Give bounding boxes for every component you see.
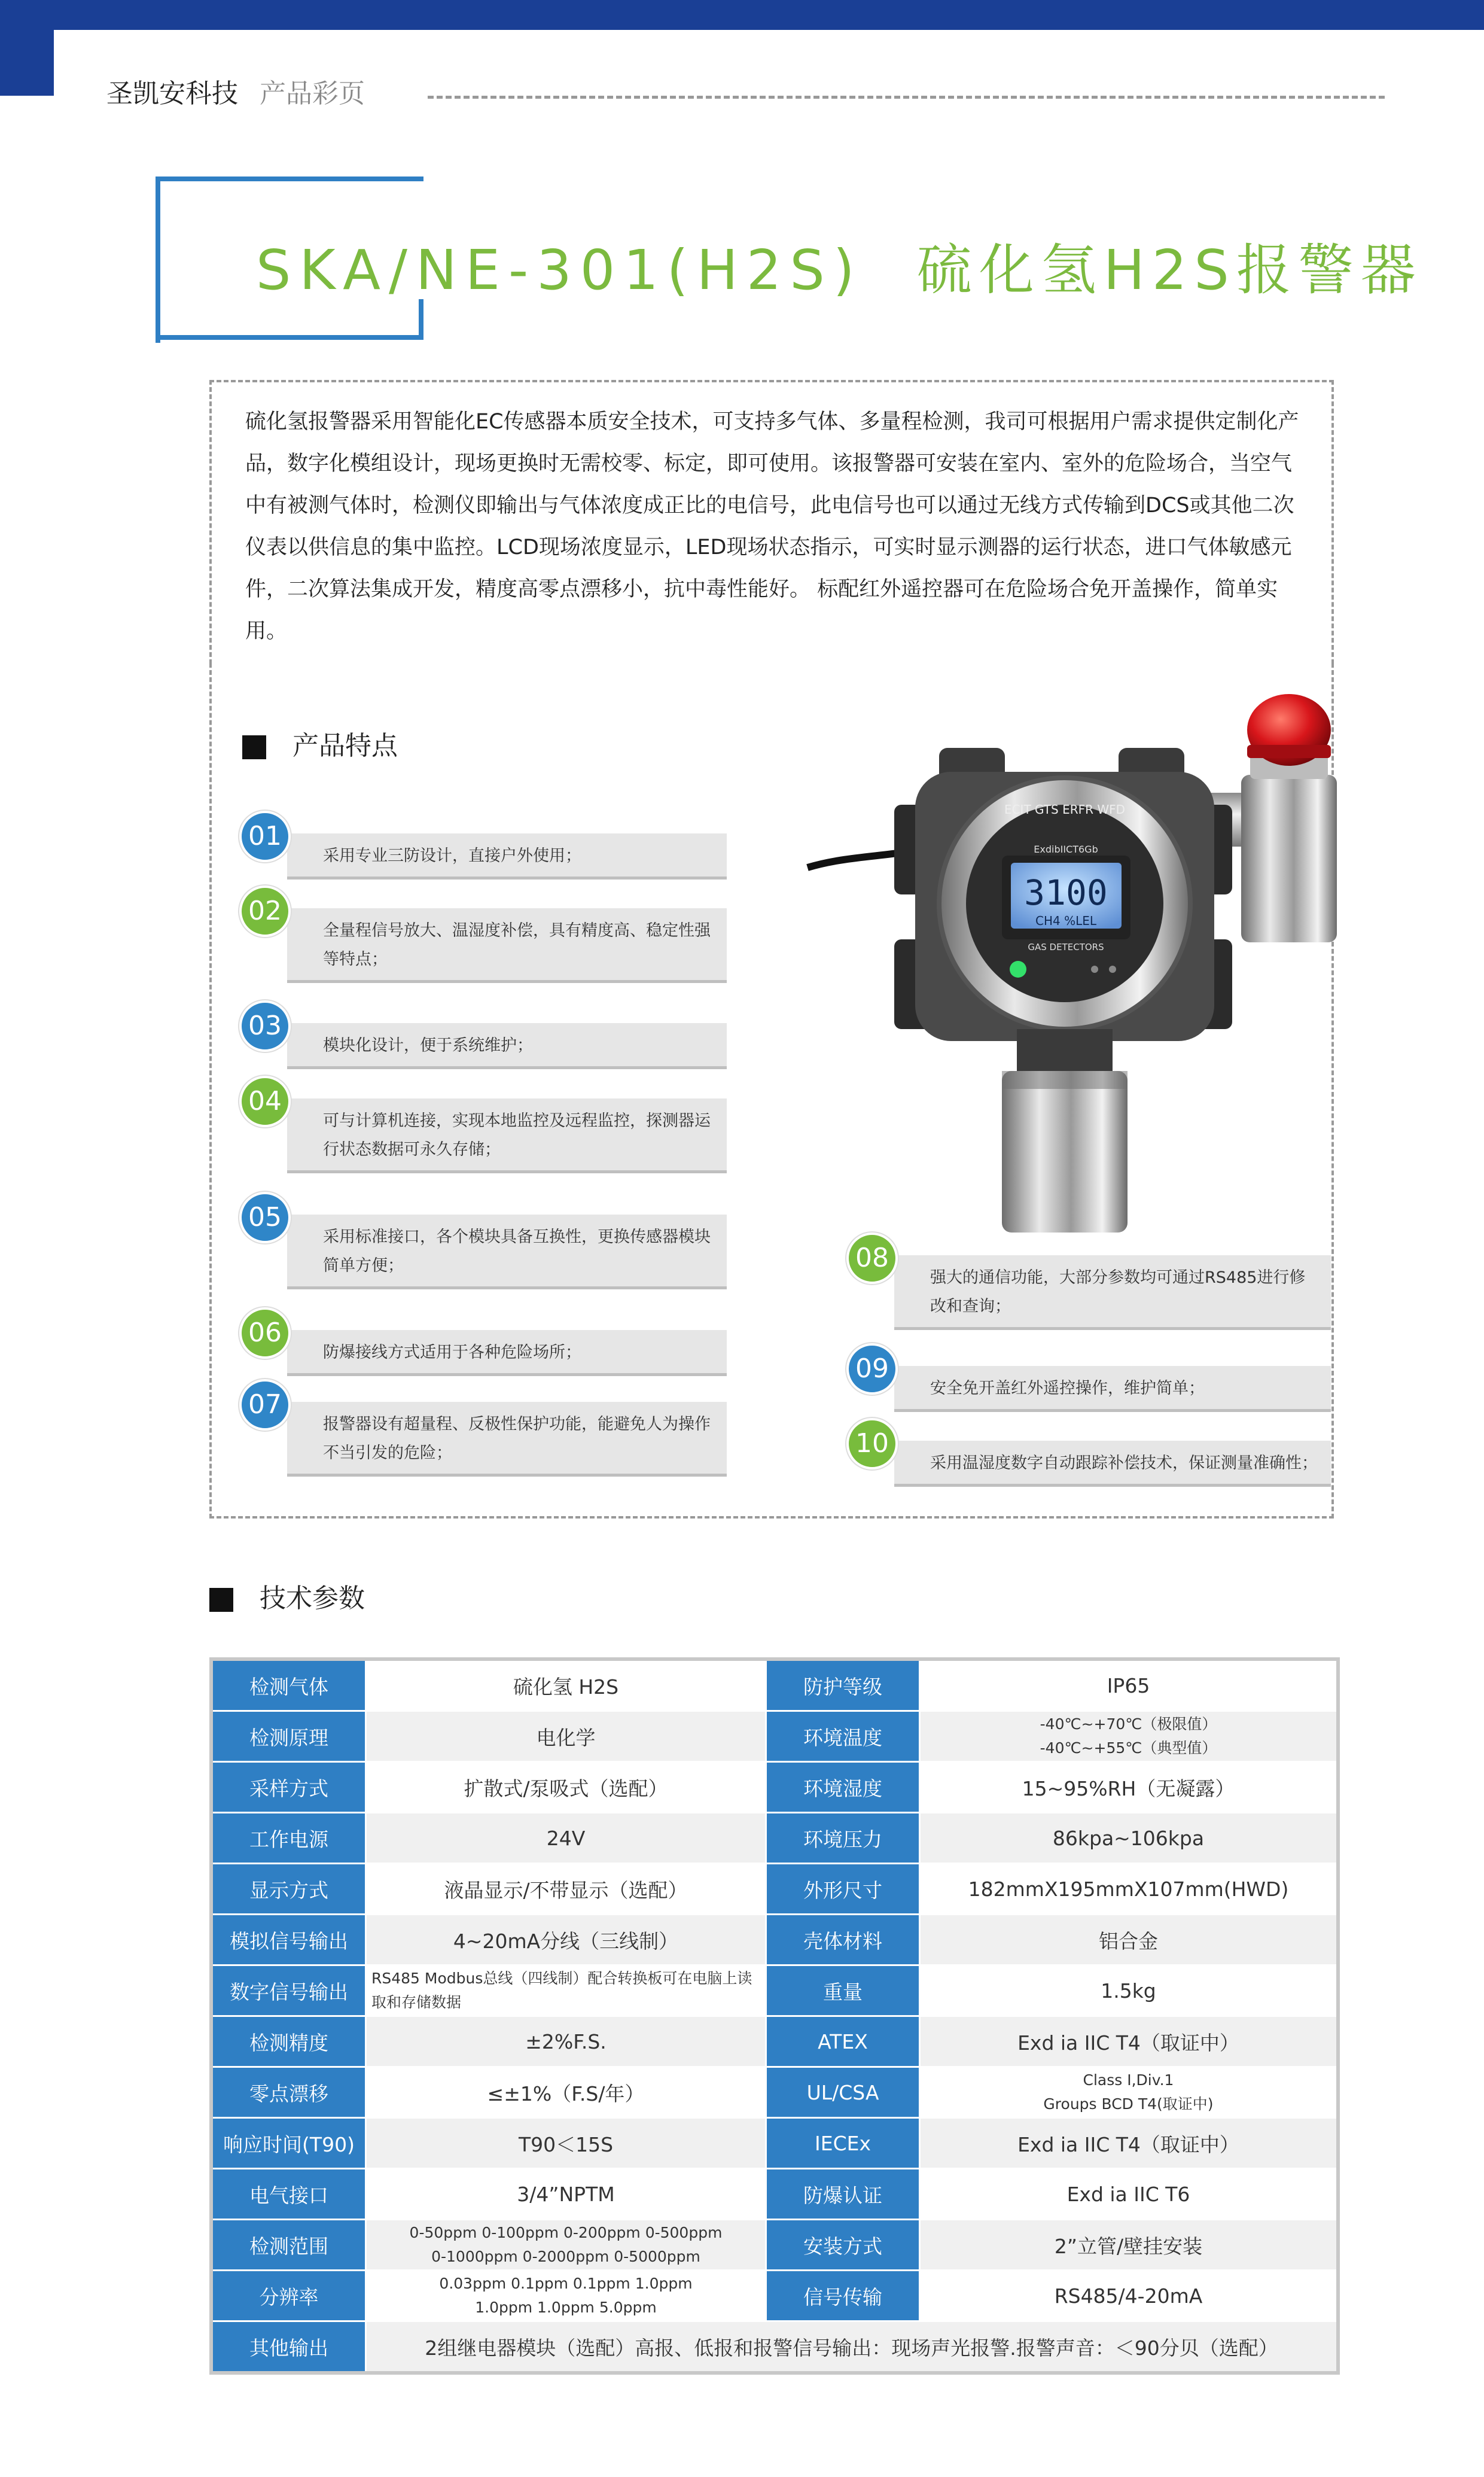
heading-square-icon (209, 1588, 233, 1612)
spec-key: 外形尺寸 (766, 1864, 920, 1915)
spec-value: T90＜15S (366, 2118, 766, 2169)
title-frame-bottom (156, 335, 423, 340)
spec-value: 2”立管/壁挂安装 (920, 2220, 1339, 2271)
table-row (211, 2169, 1338, 2220)
company-name: 圣凯安科技 (106, 78, 238, 109)
display-sub: CH4 %LEL (1035, 914, 1097, 928)
spec-value: RS485 Modbus总线（四线制）配合转换板可在电脑上读取和存储数据 (366, 1965, 766, 2016)
spec-value: 扩散式/泵吸式（选配） (366, 1762, 766, 1813)
spec-value: 液晶显示/不带显示（选配） (366, 1864, 766, 1915)
table-row (211, 1864, 1338, 1915)
heading-square-icon (242, 735, 266, 759)
spec-key: 模拟信号输出 (211, 1915, 366, 1965)
spec-key: ATEX (766, 2016, 920, 2067)
specs-heading (209, 1577, 365, 1615)
feature-text: 防爆接线方式适用于各种危险场所； (287, 1330, 727, 1376)
table-row (211, 1813, 1338, 1864)
spec-value: RS485/4-20mA (920, 2271, 1339, 2321)
spec-value: Exd ia IIC T6 (920, 2169, 1339, 2220)
spec-value-line: -40℃~+70℃（极限值） (1040, 1715, 1217, 1733)
table-row (211, 2271, 1338, 2321)
spec-value: 电化学 (366, 1711, 766, 1762)
feature-number: 04 (239, 1076, 291, 1127)
feature-number: 02 (239, 885, 291, 937)
table-row (211, 1711, 1338, 1762)
panel-label: GAS DETECTORS (1028, 942, 1104, 953)
top-tab (0, 0, 54, 96)
feature-number: 05 (239, 1192, 291, 1243)
spec-value: 3/4”NPTM (366, 2169, 766, 2220)
spec-value-line: -40℃~+55℃（典型值） (1040, 1739, 1217, 1757)
feature-text: 可与计算机连接，实现本地监控及远程监控，探测器运行状态数据可永久存储； (287, 1098, 727, 1173)
spec-key: 响应时间(T90) (211, 2118, 366, 2169)
section-name: 产品彩页 (260, 78, 365, 109)
spec-value: ≤±1%（F.S/年） (366, 2067, 766, 2118)
spec-key: 检测精度 (211, 2016, 366, 2067)
spec-key: 环境温度 (766, 1711, 920, 1762)
spec-key: 检测范围 (211, 2220, 366, 2271)
display-value: 3100 (1024, 872, 1108, 913)
spec-value (366, 2271, 766, 2321)
features-heading (242, 724, 398, 762)
spec-value: 4~20mA分线（三线制） (366, 1915, 766, 1965)
spec-value: 15~95%RH（无凝露） (920, 1762, 1339, 1813)
feature-number: 10 (846, 1418, 898, 1469)
spec-value: 1.5kg (920, 1965, 1339, 2016)
feature-text: 采用标准接口，各个模块具备互换性，更换传感器模块简单方便； (287, 1215, 727, 1289)
table-row (211, 1915, 1338, 1965)
spec-value: Exd ia IIC T4（取证中） (920, 2016, 1339, 2067)
spec-table (209, 1657, 1340, 2375)
spec-value-line: 0-50ppm 0-100ppm 0-200ppm 0-500ppm (409, 2224, 723, 2241)
spec-value: 硫化氢 H2S (366, 1659, 766, 1711)
table-row (211, 1659, 1338, 1711)
spec-key: 零点漂移 (211, 2067, 366, 2118)
spec-key: 环境压力 (766, 1813, 920, 1864)
spec-value: 24V (366, 1813, 766, 1864)
spec-key: 信号传输 (766, 2271, 920, 2321)
spec-key: 防爆认证 (766, 2169, 920, 2220)
table-row (211, 2016, 1338, 2067)
spec-value: 2组继电器模块（选配）高报、低报和报警信号输出：现场声光报警.报警声音：＜90分贝（选配） (366, 2321, 1339, 2373)
spec-value: ±2%F.S. (366, 2016, 766, 2067)
feature-number: 07 (239, 1379, 291, 1431)
spec-value: Exd ia IIC T4（取证中） (920, 2118, 1339, 2169)
table-row (211, 2067, 1338, 2118)
spec-key: 显示方式 (211, 1864, 366, 1915)
spec-value-line: 0-1000ppm 0-2000ppm 0-5000ppm (431, 2248, 700, 2265)
table-row (211, 2321, 1338, 2373)
spec-value-line: 1.0ppm 1.0ppm 5.0ppm (475, 2299, 657, 2316)
feature-text: 采用专业三防设计，直接户外使用； (287, 833, 727, 880)
table-row (211, 1965, 1338, 2016)
spec-value-line: Class I,Div.1 (1083, 2071, 1174, 2089)
feature-text: 模块化设计，便于系统维护； (287, 1023, 727, 1069)
spec-key: 采样方式 (211, 1762, 366, 1813)
spec-key: 安装方式 (766, 2220, 920, 2271)
model-number: SKA/NE-301(H2S) (256, 238, 863, 302)
brand-ring-text: ECIT GTS ERFR WFD (1004, 802, 1126, 817)
spec-value: IP65 (920, 1659, 1339, 1711)
spec-key: 环境湿度 (766, 1762, 920, 1813)
features-title: 产品特点 (292, 731, 398, 761)
spec-key: UL/CSA (766, 2067, 920, 2118)
spec-key: 防护等级 (766, 1659, 920, 1711)
title-frame-corner (419, 299, 423, 340)
spec-value: 铝合金 (920, 1915, 1339, 1965)
spec-value-line: Groups BCD T4(取证中) (1043, 2095, 1214, 2113)
table-row (211, 2118, 1338, 2169)
feature-number: 09 (846, 1343, 898, 1395)
model-label: ExdibIICT6Gb (1034, 844, 1098, 855)
spec-value (920, 2067, 1339, 2118)
page-title (256, 226, 1423, 305)
spec-value (366, 2220, 766, 2271)
spec-key: 电气接口 (211, 2169, 366, 2220)
brand-header (106, 72, 365, 110)
spec-key: 数字信号输出 (211, 1965, 366, 2016)
product-name: 硫化氢H2S报警器 (916, 238, 1423, 302)
product-image (796, 688, 1358, 1238)
table-row (211, 1762, 1338, 1813)
spec-key: 检测气体 (211, 1659, 366, 1711)
top-bar (0, 0, 1484, 30)
feature-text: 安全免开盖红外遥控操作，维护简单； (894, 1366, 1331, 1412)
feature-number: 01 (239, 811, 291, 862)
spec-key: 工作电源 (211, 1813, 366, 1864)
feature-text: 报警器设有超量程、反极性保护功能，能避免人为操作不当引发的危险； (287, 1402, 727, 1477)
feature-text: 强大的通信功能，大部分参数均可通过RS485进行修改和查询； (894, 1255, 1331, 1330)
spec-key: 分辨率 (211, 2271, 366, 2321)
spec-value: 182mmX195mmX107mm(HWD) (920, 1864, 1339, 1915)
feature-text: 采用温湿度数字自动跟踪补偿技术，保证测量准确性； (894, 1441, 1331, 1487)
spec-key: 其他输出 (211, 2321, 366, 2373)
spec-key: 重量 (766, 1965, 920, 2016)
spec-value-line: 0.03ppm 0.1ppm 0.1ppm 1.0ppm (439, 2275, 693, 2292)
spec-key: IECEx (766, 2118, 920, 2169)
specs-title: 技术参数 (260, 1583, 365, 1614)
feature-number: 08 (846, 1233, 898, 1284)
header-divider (428, 96, 1385, 99)
feature-number: 06 (239, 1307, 291, 1359)
spec-key: 检测原理 (211, 1711, 366, 1762)
status-led-icon (1010, 961, 1026, 978)
spec-value (920, 1711, 1339, 1762)
intro-text: 硫化氢报警器采用智能化EC传感器本质安全技术，可支持多气体、多量程检测，我司可根据用户需求提供定制化产品，数字化模组设计，现场更换时无需校零、标定，即可使用。该报警器可安装在室内、室外的危险场合，当空气中有被测气体时，检测仪即输出与气体浓度成正比的电信号，此电信号也可以通过无线方式传输到DCS或其他二次仪表以供信息的集中监控。LCD现场浓度显示，LED现场状态指示，可实时显示测器的运行状态，进口气体敏感元件，二次算法集成开发，精度高零点漂移小，抗中毒性能好。 标配红外遥控器可在危险场合免开盖操作，简单实用。 (245, 410, 1299, 643)
feature-number: 03 (239, 1000, 291, 1052)
spec-key: 壳体材料 (766, 1915, 920, 1965)
spec-value: 86kpa~106kpa (920, 1813, 1339, 1864)
feature-text: 全量程信号放大、温湿度补偿，具有精度高、稳定性强等特点； (287, 908, 727, 983)
table-row (211, 2220, 1338, 2271)
